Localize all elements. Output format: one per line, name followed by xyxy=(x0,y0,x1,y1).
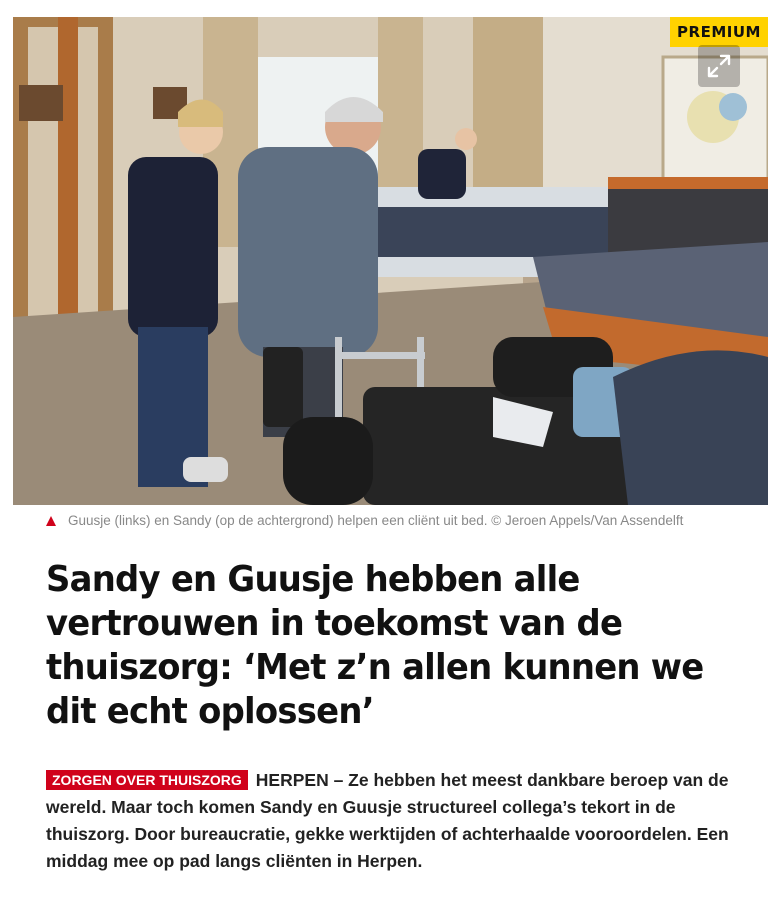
premium-badge: PREMIUM xyxy=(670,17,768,47)
category-tag[interactable]: ZORGEN OVER THUISZORG xyxy=(46,770,248,790)
lead-text: HERPEN – Ze hebben het meest dankbare beroep van de wereld. Maar toch komen Sandy en Guusje structureel collega’s tekort in de thuiszorg. Door bureaucratie, gekke werktijden of achterhaalde vooroordelen. Een middag mee op pad langs cliënten in Herpen. xyxy=(46,770,729,871)
expand-icon xyxy=(706,53,732,79)
article-headline: Sandy en Guusje hebben alle vertrouwen in toekomst van de thuiszorg: ‘Met z’n allen kunnen we dit echt oplossen’ xyxy=(46,559,704,732)
expand-photo-button[interactable] xyxy=(698,45,740,87)
article-lead xyxy=(46,767,746,875)
photo-caption xyxy=(46,513,766,528)
article-photo[interactable] xyxy=(13,17,768,505)
photo-illustration xyxy=(13,17,768,505)
caption-text: Guusje (links) en Sandy (op de achtergrond) helpen een cliënt uit bed. © Jeroen Appels/Van Assendelft xyxy=(68,513,684,528)
